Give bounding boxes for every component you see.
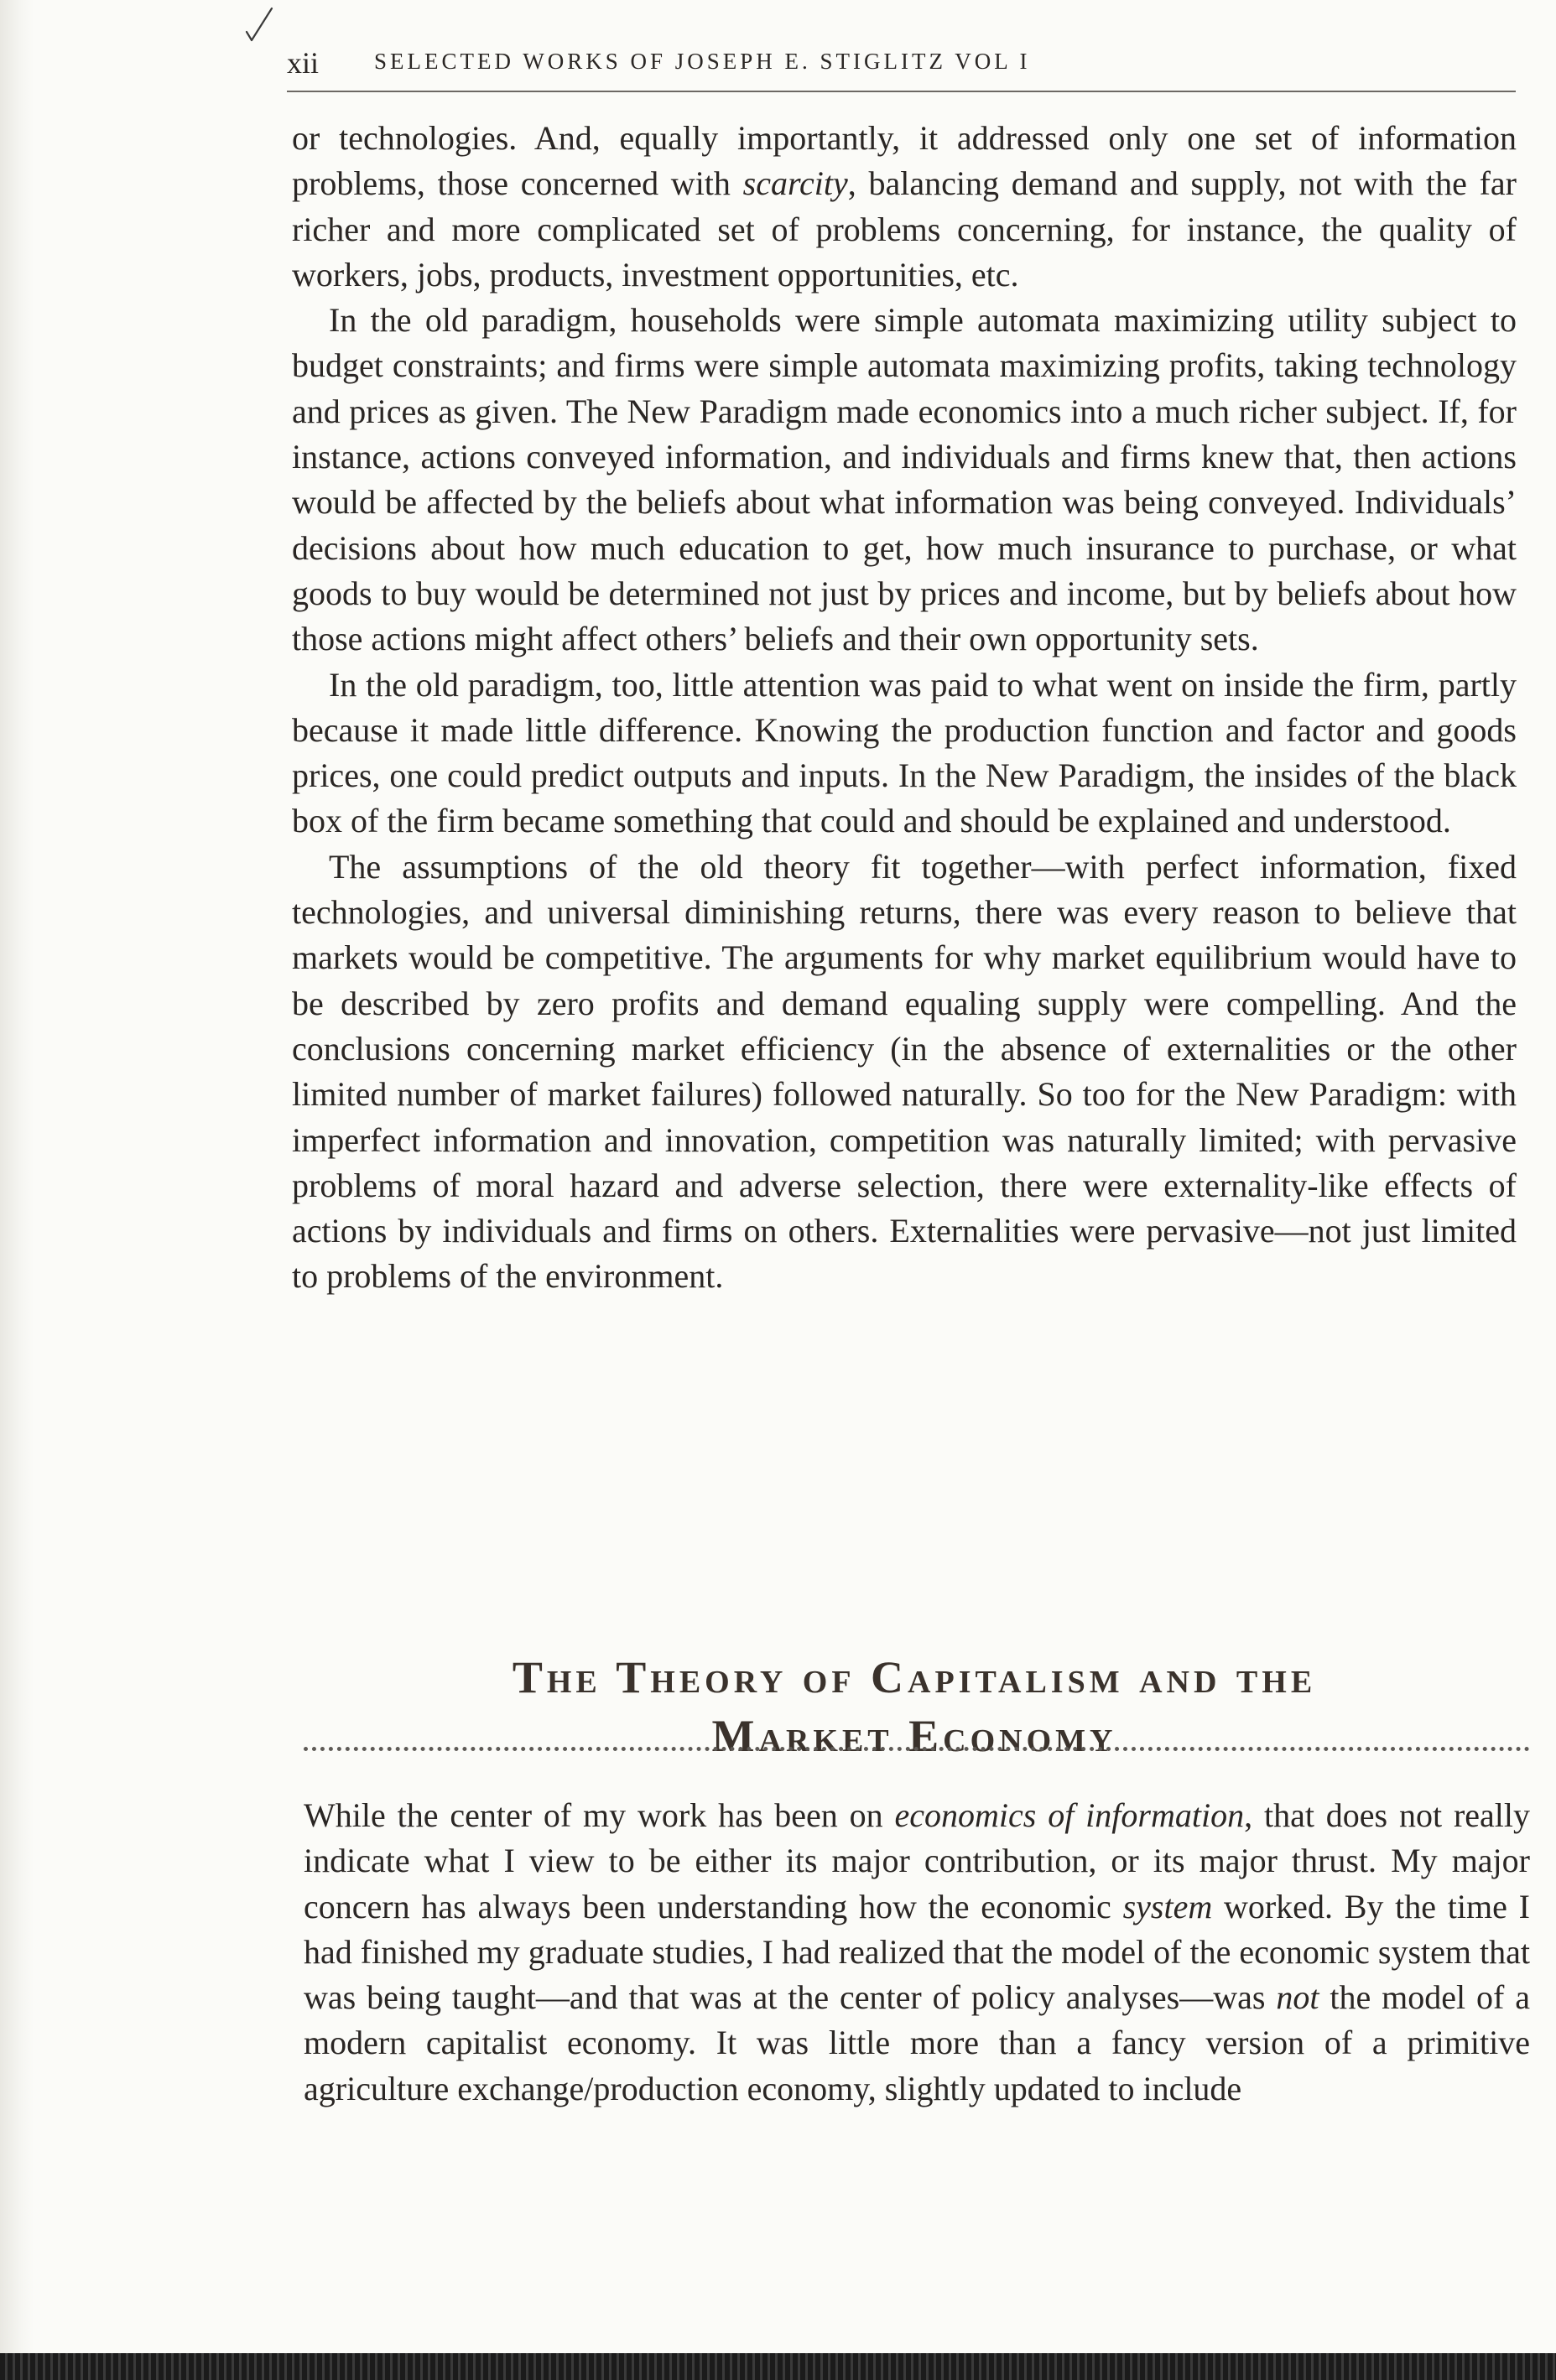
section-body-text xyxy=(304,1793,1530,2112)
text-run: The assumptions of the old theory fit together—with perfect information, fixed technologies, and universal diminishing returns, there was every reason to believe that markets would be competitive. The arguments for why market equilibrium would have to be described by zero profits and demand equaling supply were compelling. And the conclusions concerning market efficiency (in the absence of externalities or the other limited number of market failures) followed naturally. So too for the New Paradigm: with imperfect information and innovation, competition was naturally limited; with pervasive problems of moral hazard and adverse selection, there were externality-like effects of actions by individuals and firms on others. Externalities were pervasive—not just limited to problems of the environment. xyxy=(292,847,1517,1296)
handwritten-check-mark xyxy=(245,7,273,44)
paragraph xyxy=(292,844,1517,1300)
paragraph xyxy=(292,298,1517,662)
running-title: SELECTED WORKS OF JOSEPH E. STIGLITZ VOL I xyxy=(374,49,1031,74)
italic-text: economics of information xyxy=(894,1796,1245,1834)
italic-text: scarcity xyxy=(742,164,848,203)
text-run: In the old paradigm, households were simple automata maximizing utility subject to budget constraints; and firms were simple automata maximizing profits, taking technology and prices as given. The New Paradigm made economics into a much richer subject. If, for instance, actions conveyed information, and individuals and firms knew that, then actions would be affected by the beliefs about what information was being conveyed. Individuals’ decisions about how much education to get, how much insurance to purchase, or what goods to buy would be determined not just by prices and income, but by beliefs about how those actions might affect others’ beliefs and their own opportunity sets. xyxy=(292,301,1517,658)
scan-bottom-edge xyxy=(0,2353,1556,2380)
text-run: , balancing demand and supply, not with the far richer and more complicated set of problems concerning, for instance, the quality of workers, jobs, products, investment opportunities, etc. xyxy=(292,164,1517,294)
dotted-divider xyxy=(304,1747,1530,1751)
text-run: , that does not really indicate what I view to be either its major contribution, or its major thrust. My major concern has always been understanding how the economic xyxy=(304,1796,1531,1925)
page-gutter-shade xyxy=(0,0,34,2380)
text-run: the model of a modern capitalist economy. It was little more than a fancy version of a primitive agriculture exchange/production economy, slightly updated to include xyxy=(304,1978,1530,2107)
page-number: xii xyxy=(287,46,320,80)
section-heading-line-2: Market Economy xyxy=(711,1710,1117,1761)
text-run: In the old paradigm, too, little attention was paid to what went on inside the firm, partly because it made little difference. Knowing the production function and factor and goods prices, one could predict outputs and inputs. In the New Paradigm, the insides of the black box of the firm became something that could and should be explained and understood. xyxy=(292,665,1517,840)
paragraph xyxy=(292,663,1517,844)
paragraph xyxy=(304,1793,1530,2112)
body-text xyxy=(292,116,1517,1300)
italic-text: system xyxy=(1122,1887,1213,1925)
text-run: worked. By the time I had finished my graduate studies, I had realized that the model of the economic system that was being taught—and that was at the center of policy analyses—was xyxy=(304,1887,1531,2017)
running-head xyxy=(287,44,1516,92)
italic-text: not xyxy=(1276,1978,1319,2017)
section-heading-line-1: The Theory of Capitalism and the xyxy=(512,1651,1317,1702)
paragraph xyxy=(292,116,1517,298)
text-run: While the center of my work has been on xyxy=(304,1796,895,1834)
text-run: or technologies. And, equally importantly, it addressed only one set of information problems, those concerned with xyxy=(292,119,1517,203)
